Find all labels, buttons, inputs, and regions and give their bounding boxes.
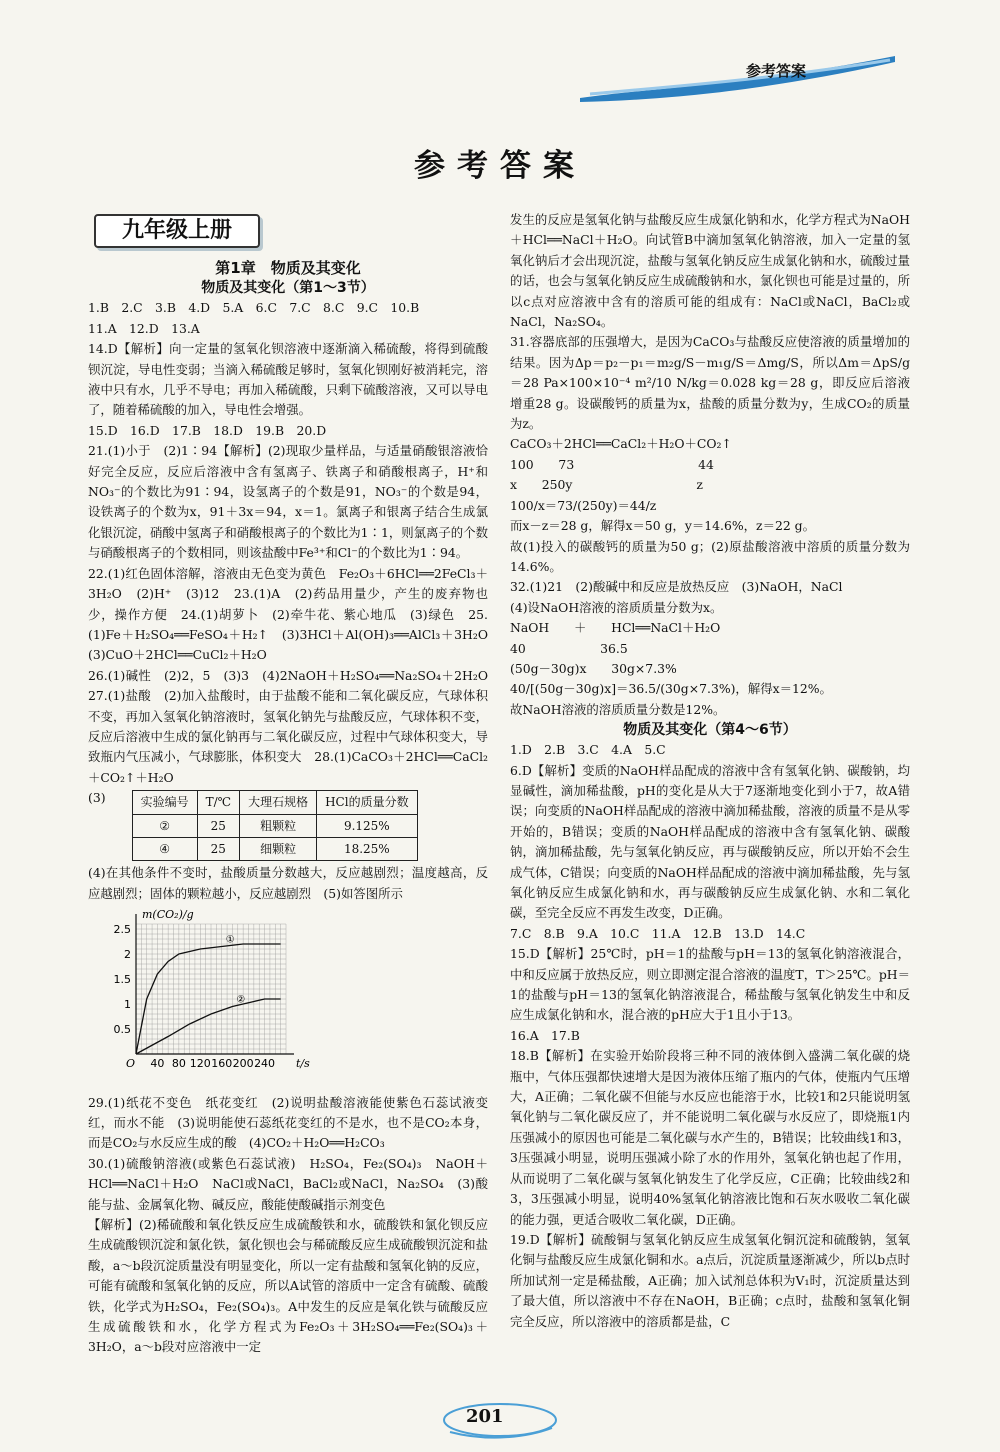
- x-tick-label: 200: [232, 1057, 254, 1071]
- header-wave-decoration: [560, 48, 900, 108]
- series-line-2: [136, 999, 281, 1054]
- answer-line: 11.A 12.D 13.A: [88, 320, 200, 336]
- answer-line: 1.B 2.C 3.B 4.D 5.A 6.C 7.C 8.C 9.C 10.B: [88, 300, 420, 316]
- answer-line: 而x－z＝28 g，解得x＝50 g，y＝14.6%，z＝22 g。: [510, 518, 815, 534]
- answer-paragraph: 故(1)投入的碳酸钙的质量为50 g；(2)原盐酸溶液中溶质的质量分数为14.6%。: [510, 538, 910, 574]
- equation-line: 100 73 44: [510, 456, 714, 472]
- answer-paragraph: 发生的反应是氢氧化钠与盐酸反应生成氯化钠和水，化学方程式为NaOH＋HCl══NaCl＋H₂O。向试管B中滴加氢氧化钠溶液，加入一定量的氢氧化钠后才会出现沉淀，盐酸与氢氧化钠反应生成氯化钠和水，硫酸过量的话，也会与氢氧化钠反应生成硫酸钠和水，氯化钡也可能是过量的，所以c点对应溶液中含有的溶质可能的组成有：NaCl或NaCl，BaCl₂或NaCl，Na₂SO₄。: [510, 212, 910, 330]
- equation-line: 40 36.5: [510, 640, 628, 656]
- table-cell: 细颗粒: [240, 837, 317, 860]
- equation-line: x 250y z: [510, 477, 703, 493]
- answer-paragraph: 6.D【解析】变质的NaOH样品配成的溶液中含有氢氧化钠、碳酸钠，均显碱性，滴加稀盐酸，pH的变化是从大于7逐渐地变化到小于7，故A错误；向变质的NaOH样品配成的溶液中滴加稀盐酸，溶液的质量不是从零开始的，B错误；变质的NaOH样品配成的溶液中含有氢氧化钠、碳酸钠，滴加稀盐酸，先与氢氧化钠反应，再与碳酸钠反应，所以开始不会生成气体，C错误；向变质的NaOH样品配成的溶液中滴加稀盐酸，先与氢氧化钠反应生成氯化钠和水，再与碳酸钠反应生成氯化钠、水和二氧化碳，至完全反应不再发生改变，D正确。: [510, 762, 910, 921]
- series-label-1: ①: [225, 934, 235, 946]
- x-tick-label: 40: [150, 1057, 165, 1071]
- table-row: [132, 837, 417, 860]
- table-cell: 18.25%: [317, 837, 418, 860]
- x-tick-label: 240: [254, 1057, 276, 1071]
- answer-paragraph: 29.(1)纸花不变色 纸花变红 (2)说明盐酸溶液能使紫色石蕊试液变红，而水不能 (3)说明能使石蕊纸花变红的不是水，也不是CO₂本身，而是CO₂与水反应生成的酸 (4)CO₂＋H₂O══H₂CO₃: [88, 1094, 488, 1151]
- table-header: T/℃: [197, 791, 239, 814]
- y-tick-label: 1.5: [113, 973, 131, 987]
- table-header: 大理石规格: [240, 791, 317, 814]
- answer-line: (4)设NaOH溶液的溶质质量分数为x。: [510, 599, 723, 615]
- answer-paragraph: 30.(1)硫酸钠溶液(或紫色石蕊试液) H₂SO₄，Fe₂(SO₄)₃ NaOH＋HCl══NaCl＋H₂O NaCl或NaCl，BaCl₂或NaCl，Na₂SO₄ (3)酸能与盐、金属氧化物、碱反应，酸能使酸碱指示剂变色: [88, 1155, 488, 1212]
- origin-label: O: [126, 1057, 136, 1071]
- answer-line: 1.D 2.B 3.C 4.A 5.C: [510, 742, 666, 758]
- analysis-paragraph: 【解析】(2)稀硫酸和氧化铁反应生成硫酸铁和水，硫酸铁和氯化钡反应生成硫酸钡沉淀和氯化铁，氯化钡也会与稀硫酸反应生成硫酸钡沉淀和盐酸，a～b段沉淀质量没有明显变化，所以一定有盐酸和氢氧化钠的反应，可能有硫酸和氢氧化钠的反应，所以A试管的溶质中一定含有硫酸、硫酸铁，化学式为H₂SO₄，Fe₂(SO₄)₃。A中发生的反应是氧化铁与硫酸反应生成硫酸铁和水，化学方程式为Fe₂O₃＋3H₂SO₄══Fe₂(SO₄)₃＋3H₂O，a～b段对应溶液中一定: [88, 1217, 488, 1355]
- series-label-2: ②: [236, 994, 246, 1006]
- answer-line: 15.D 16.D 17.B 18.D 19.B 20.D: [88, 422, 327, 438]
- experiment-table-block: [88, 788, 488, 863]
- table-row: [132, 814, 417, 837]
- x-tick-label: 120: [189, 1057, 211, 1071]
- co2-mass-chart: [100, 906, 310, 1084]
- page-number: 201: [466, 1406, 504, 1427]
- table-cell: 粗颗粒: [240, 814, 317, 837]
- answer-paragraph: 26.(1)碱性 (2)2，5 (3)3 (4)2NaOH＋H₂SO₄══Na₂SO₄＋2H₂O 27.(1)盐酸 (2)加入盐酸时，由于盐酸不能和二氧化碳反应，气球体积不变，再加入氢氧化钠溶液时，氢氧化钠先与盐酸反应，气球体积不变，反应后溶液中生成的氯化钠再与二氧化碳反应，过程中气球体积变大，导致瓶内气压减小，气球膨胀，体积变大 28.(1)CaCO₃＋2HCl══CaCl₂＋CO₂↑＋H₂O: [88, 667, 501, 785]
- answer-paragraph: 22.(1)红色固体溶解，溶液由无色变为黄色 Fe₂O₃＋6HCl══2FeCl₃＋3H₂O (2)H⁺ (3)12 23.(1)A (2)药品用量少，产生的废弃物也少，操作方便 24.(1)胡萝卜 (2)牵牛花、紫心地瓜 (3)绿色 25.(1)Fe＋H₂SO₄══FeSO₄＋H₂↑ (3)3HCl＋Al(OH)₃══AlCl₃＋3H₂O (3)CuO＋2HCl══CuCl₂＋H₂O: [88, 565, 501, 663]
- table-cell: 9.125%: [317, 814, 418, 837]
- section-heading-1: 物质及其变化（第1～3节）: [201, 280, 375, 297]
- table-prefix: (3): [88, 790, 106, 806]
- y-tick-label: 1: [124, 998, 131, 1012]
- header-label: 参考答案: [746, 62, 807, 80]
- table-cell: 25: [197, 837, 239, 860]
- equation-line: 100/x＝73/(250y)＝44/z: [510, 497, 657, 513]
- answer-line: 16.A 17.B: [510, 1027, 580, 1043]
- table-header: 实验编号: [132, 791, 197, 814]
- answer-paragraph: 21.(1)小于 (2)1∶94【解析】(2)现取少量样品，与适量硝酸银溶液恰好完全反应，反应后溶液中含有氢离子、铁离子和硝酸根离子，H⁺和NO₃⁻的个数比为91∶94，设氢离子的个数是91，NO₃⁻的个数是94，设铁离子的个数为x，91＋3x＝94，x＝1。氯离子和银离子结合生成氯化银沉淀，硝酸中氢离子和硝酸根离子的个数比为1∶1，则氯离子的个数与硝酸根离子的个数相同，则该盐酸中Fe³⁺和Cl⁻的个数比为1∶94。: [88, 443, 488, 561]
- answer-paragraph: 19.D【解析】硫酸铜与氢氧化钠反应生成氢氧化铜沉淀和硫酸钠，氢氧化铜与盐酸反应生成氯化铜和水。a点后，沉淀质量逐渐减少，所以b点时所加试剂一定是稀盐酸，A正确；加入试剂总体积为V₁时，沉淀质量达到了最大值，所以溶液中不存在NaOH，B正确；c点时，盐酸和氢氧化铜完全反应，所以溶液中的溶质都是盐，C: [510, 1231, 910, 1329]
- equation-line: 40/[(50g－30g)x]＝36.5/(30g×7.3%)，解得x＝12%。: [510, 681, 832, 697]
- grade-heading: 九年级上册: [94, 214, 260, 248]
- section-heading-2: 物质及其变化（第4～6节）: [623, 722, 797, 739]
- x-tick-label: 160: [211, 1057, 233, 1071]
- answer-paragraph: 14.D【解析】向一定量的氢氧化钡溶液中逐渐滴入稀硫酸，将得到硫酸钡沉淀，导电性变弱；当滴入稀硫酸足够时，氢氧化钡刚好被消耗完，溶液中只有水，几乎不导电；再加入稀硫酸，只剩下硫酸溶液，又可以导电了，随着稀硫酸的加入，导电性会增强。: [88, 341, 488, 418]
- y-tick-label: 2: [124, 948, 131, 962]
- table-cell: 25: [197, 814, 239, 837]
- equation-line: NaOH ＋ HCl══NaCl＋H₂O: [510, 620, 721, 636]
- x-tick-label: 80: [171, 1057, 186, 1071]
- answer-paragraph: (4)在其他条件不变时，盐酸质量分数越大，反应越剧烈；温度越高，反应越剧烈；固体的颗粒越小，反应越剧烈 (5)如答图所示: [88, 865, 488, 901]
- left-column: [88, 210, 501, 1358]
- answer-paragraph: 32.(1)21 (2)酸碱中和反应是放热反应 (3)NaOH，NaCl: [510, 579, 843, 595]
- answer-paragraph: 31.容器底部的压强增大，是因为CaCO₃与盐酸反应使溶液的质量增加的结果。因为Δp＝p₂－p₁＝m₂g/S－m₁g/S＝Δmg/S，所以Δm＝ΔpS/g＝28 Pa×100×10⁻⁴ m²/10 N/kg＝0.028 kg＝28 g，即反应后溶液增重28 g。设碳酸钙的质量为x，盐酸的质量分数为y，生成CO₂的质量为z。: [510, 334, 910, 432]
- table-cell: ④: [132, 837, 197, 860]
- answer-paragraph: 15.D【解析】25℃时，pH＝1的盐酸与pH＝13的氢氧化钠溶液混合，中和反应属于放热反应，则立即测定混合溶液的温度T，T＞25℃。pH＝1的盐酸与pH＝13的氢氧化钠溶液混合，稀盐酸与氢氧化钠发生中和反应生成氯化钠和水，混合液的pH应大于1且小于13。: [510, 946, 910, 1023]
- chapter-heading: 第1章 物质及其变化: [215, 259, 361, 278]
- answer-line: 故NaOH溶液的溶质质量分数是12%。: [510, 701, 726, 717]
- experiment-table: [132, 790, 418, 861]
- y-tick-label: 0.5: [113, 1023, 131, 1037]
- x-axis-label: t/s: [296, 1057, 310, 1071]
- table-header-row: [132, 791, 417, 814]
- equation-line: CaCO₃＋2HCl══CaCl₂＋H₂O＋CO₂↑: [510, 436, 732, 452]
- equation-line: (50g－30g)x 30g×7.3%: [510, 660, 677, 676]
- right-column: [510, 210, 910, 1332]
- page-title: 参考答案: [414, 148, 586, 184]
- table-header: HCl的质量分数: [317, 791, 418, 814]
- y-axis-label: m(CO₂)/g: [142, 908, 194, 922]
- answer-line: 7.C 8.B 9.A 10.C 11.A 12.B 13.D 14.C: [510, 925, 806, 941]
- y-tick-label: 2.5: [113, 923, 131, 937]
- table-cell: ②: [132, 814, 197, 837]
- answer-paragraph: 18.B【解析】在实验开始阶段将三种不同的液体倒入盛满二氧化碳的烧瓶中，气体压强都快速增大是因为液体压缩了瓶内的气体，使瓶内气压增大，A正确；二氧化碳不但能与水反应也能溶于水，比较1和2只能说明氢氧化钠与二氧化碳反应了，并不能说明二氧化碳与水反应了，即烧瓶1内压强减小的原因也可能是二氧化碳与水产生的，B错误；比较曲线1和3，3压强减小明显，说明压强减小除了水的作用外，氢氧化钠也起了作用，从而说明了二氧化碳与氢氧化钠发生了化学反应，C正确；比较曲线2和3，3压强减小明显，说明40%氢氧化钠溶液比饱和石灰水吸收二氧化碳的能力强，更适合吸收二氧化碳，D正确。: [510, 1048, 910, 1227]
